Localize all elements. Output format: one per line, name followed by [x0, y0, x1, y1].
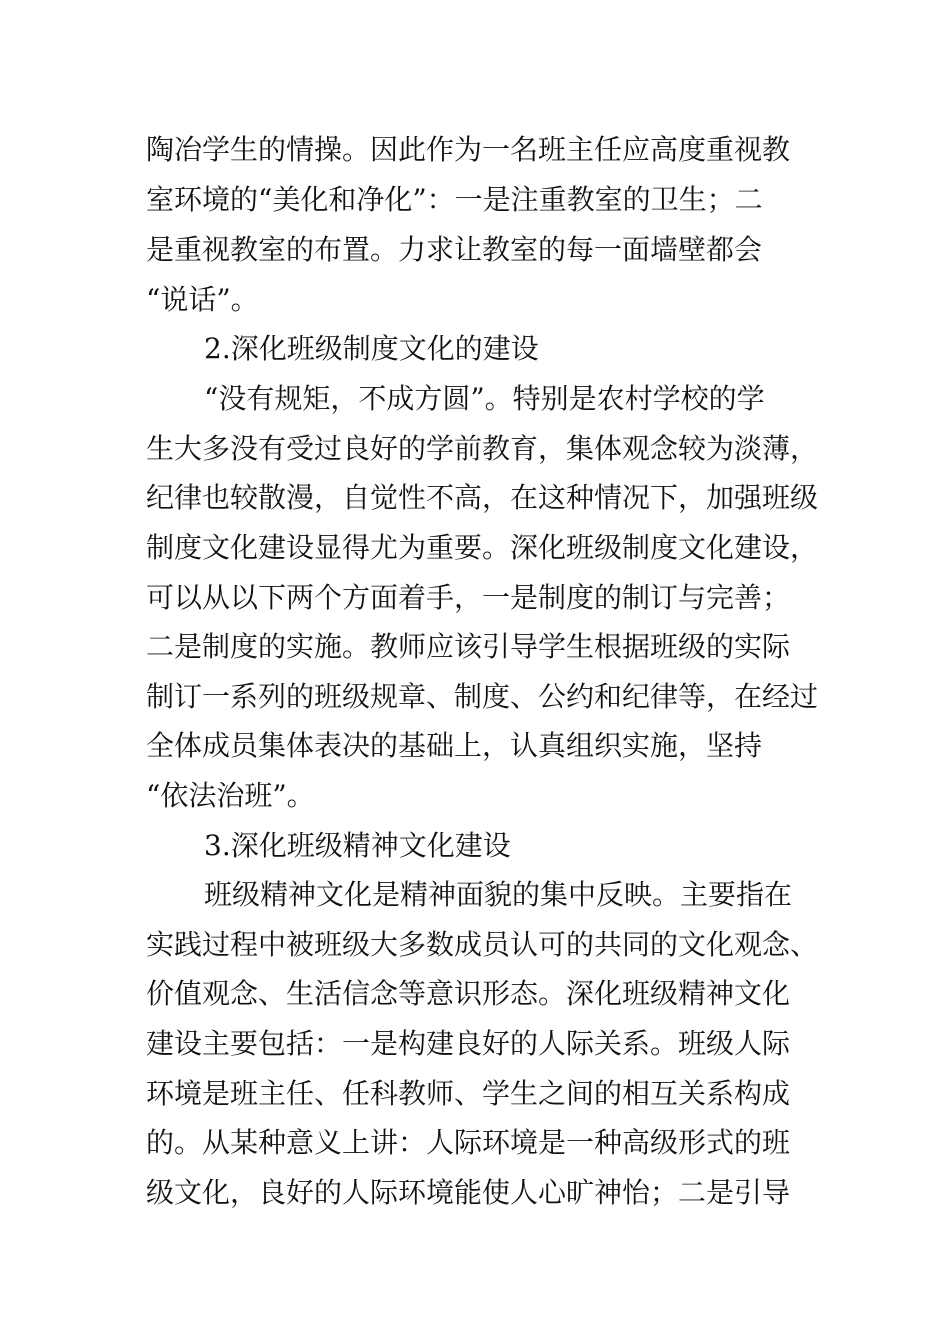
- paragraph-line: 纪律也较散漫，自觉性不高，在这种情况下，加强班级: [146, 481, 819, 514]
- paragraph-line: 环境是班主任、任科教师、学生之间的相互关系构成: [146, 1077, 791, 1110]
- paragraph-line: 班级精神文化是精神面貌的集中反映。主要指在: [204, 878, 793, 911]
- paragraph-line: 实践过程中被班级大多数成员认可的共同的文化观念、: [146, 928, 819, 961]
- paragraph-line: 二是制度的实施。教师应该引导学生根据班级的实际: [146, 630, 791, 663]
- paragraph-line: 室环境的“美化和净化”：一是注重教室的卫生；二: [146, 183, 763, 216]
- paragraph-line: 生大多没有受过良好的学前教育，集体观念较为淡薄，: [146, 432, 819, 465]
- paragraph-line: 可以从以下两个方面着手，一是制度的制订与完善；: [146, 581, 791, 614]
- paragraph-line: 的。从某种意义上讲：人际环境是一种高级形式的班: [146, 1126, 791, 1159]
- paragraph-line: 建设主要包括：一是构建良好的人际关系。班级人际: [146, 1027, 791, 1060]
- paragraph-line: 是重视教室的布置。力求让教室的每一面墙壁都会: [146, 233, 763, 266]
- paragraph-line: 级文化，良好的人际环境能使人心旷神怡；二是引导: [146, 1176, 791, 1209]
- paragraph-line: 制度文化建设显得尤为重要。深化班级制度文化建设，: [146, 531, 819, 564]
- paragraph-line: 价值观念、生活信念等意识形态。深化班级精神文化: [146, 977, 791, 1010]
- paragraph-line: “没有规矩，不成方圆”。特别是农村学校的学: [204, 382, 765, 415]
- paragraph-line: 陶冶学生的情操。因此作为一名班主任应高度重视教: [146, 133, 791, 166]
- section-heading: 2.深化班级制度文化的建设: [204, 332, 539, 365]
- paragraph-line: 全体成员集体表决的基础上，认真组织实施，坚持: [146, 729, 763, 762]
- paragraph-line: “依法治班”。: [146, 779, 315, 812]
- section-heading: 3.深化班级精神文化建设: [204, 829, 511, 862]
- paragraph-line: 制订一系列的班级规章、制度、公约和纪律等，在经过: [146, 680, 819, 713]
- paragraph-line: “说话”。: [146, 283, 259, 316]
